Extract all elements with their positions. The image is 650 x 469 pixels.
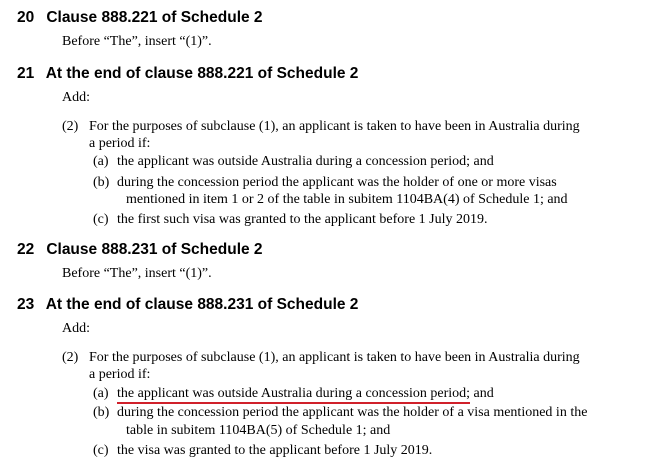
item-heading-text: Clause 888.231 of Schedule 2 xyxy=(46,241,263,258)
subclause-text: For the purposes of subclause (1), an applicant is taken to have been in Australia during xyxy=(89,119,580,134)
paragraph-text: during the concession period the applicant was the holder of one or more visas xyxy=(117,175,557,190)
item-heading-text: At the end of clause 888.221 of Schedule 2 xyxy=(45,65,359,82)
item-instruction: Before “The”, insert “(1)”. xyxy=(62,266,212,281)
item-instruction: Before “The”, insert “(1)”. xyxy=(62,34,212,49)
paragraph-text-rest: and xyxy=(470,386,494,401)
subclause-text-cont: a period if: xyxy=(89,367,151,382)
red-underline-highlight: the applicant was outside Australia during a concession period; xyxy=(117,386,471,401)
item-number: 22 xyxy=(17,241,35,258)
item-heading xyxy=(17,296,358,314)
paragraph-text xyxy=(117,386,494,402)
paragraph-label: (b) xyxy=(93,175,110,190)
paragraph-label: (c) xyxy=(93,212,109,227)
paragraph-text: the first such visa was granted to the applicant before 1 July 2019. xyxy=(117,212,488,227)
subclause-text-cont: a period if: xyxy=(89,136,151,151)
item-heading-text: At the end of clause 888.231 of Schedule 2 xyxy=(45,296,359,313)
paragraph-text: during the concession period the applicant was the holder of a visa mentioned in the xyxy=(117,405,588,420)
item-heading xyxy=(17,241,263,259)
subclause-text: For the purposes of subclause (1), an applicant is taken to have been in Australia during xyxy=(89,350,580,365)
item-instruction: Add: xyxy=(62,321,90,336)
paragraph-text-cont: table in subitem 1104BA(5) of Schedule 1; and xyxy=(126,423,391,438)
item-number: 21 xyxy=(17,65,35,82)
paragraph-label: (c) xyxy=(93,443,109,458)
item-instruction: Add: xyxy=(62,90,90,105)
subclause-label: (2) xyxy=(62,119,79,134)
item-number: 20 xyxy=(17,9,35,26)
item-heading xyxy=(17,65,358,83)
paragraph-label: (a) xyxy=(93,154,109,169)
item-number: 23 xyxy=(17,296,35,313)
paragraph-label: (b) xyxy=(93,405,110,420)
subclause-label: (2) xyxy=(62,350,79,365)
paragraph-text: the applicant was outside Australia during a concession period; and xyxy=(117,154,494,169)
paragraph-label: (a) xyxy=(93,386,109,401)
item-heading xyxy=(17,9,263,27)
item-heading-text: Clause 888.221 of Schedule 2 xyxy=(46,9,263,26)
paragraph-text-cont: mentioned in item 1 or 2 of the table in subitem 1104BA(4) of Schedule 1; and xyxy=(126,192,568,207)
paragraph-text: the visa was granted to the applicant before 1 July 2019. xyxy=(117,443,433,458)
